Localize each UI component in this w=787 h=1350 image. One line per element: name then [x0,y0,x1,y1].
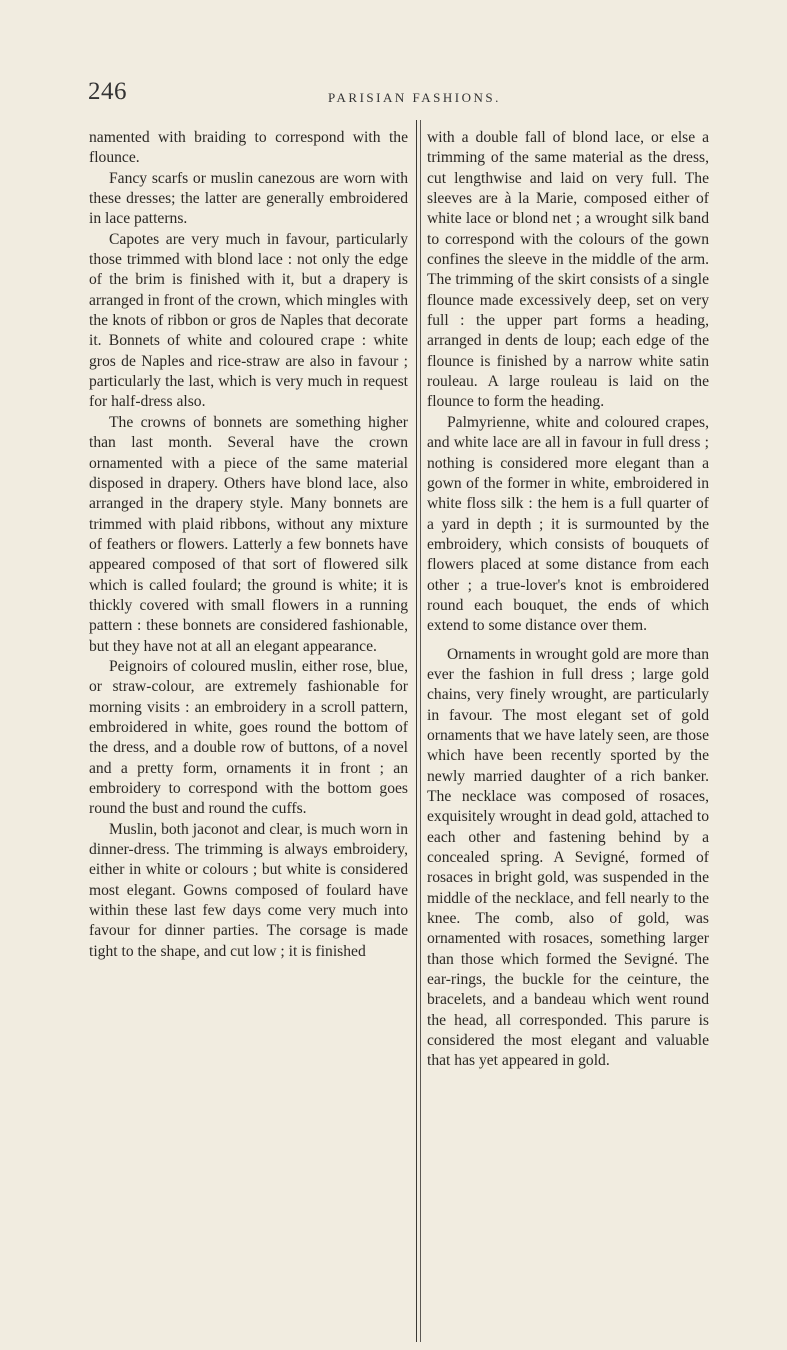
page-header [88,78,698,108]
paragraph: Peignoirs of coloured muslin, either rose, blue, or straw-colour, are extremely fashionable for morning visits : an embroidery in a scroll pattern, embroidered in white, goes round the bottom of the dress, and a double row of buttons, of a novel and a pretty form, ornaments it in front ; an embroidery to correspond with the bottom goes round the bust and round the cuffs. [89,657,408,818]
column-divider [420,120,421,1342]
paragraph: Palmyrienne, white and coloured crapes, and white lace are all in favour in full dress ; nothing is considered more elegant than a gown of the former in white, embroidered in white floss silk : the hem is a full quarter of a yard in depth ; it is surmounted by the embroidery, which consists of bouquets of flowers placed at some distance from each other ; a true-lover's knot is embroidered round each bouquet, the ends of which extend to some distance over them. [427,413,709,635]
running-head: PARISIAN FASHIONS. [328,90,501,105]
right-column [427,128,709,1072]
paragraph: Capotes are very much in favour, particularly those trimmed with blond lace : not only the edge of the brim is finished with it, but a drapery is arranged in front of the crown, which mingles with the knots of ribbon or gros de Naples that decorate it. Bonnets of white and coloured crape : white gros de Naples and rice-straw are also in favour ; particularly the last, which is very much in request for half-dress also. [89,230,408,411]
paragraph: Muslin, both jaconot and clear, is much worn in dinner-dress. The trimming is always embroidery, either in white or colours ; but white is considered most elegant. Gowns composed of foulard have within these last few days come very much into favour for dinner parties. The corsage is made tight to the shape, and cut low ; it is finished [89,820,408,960]
paragraph: namented with braiding to correspond with the flounce. [89,129,408,167]
paragraph: with a double fall of blond lace, or else a trimming of the same material as the dress, cut lengthwise and laid on very full. The sleeves are à la Marie, composed either of white lace or blond net ; a wrought silk band to correspond with the colours of the gown confines the sleeve in the middle of the arm. The trimming of the skirt consists of a single flounce made excessively deep, set on very full : the upper part forms a heading, arranged in dents de loup; each edge of the flounce is finished by a narrow white satin rouleau. A large rouleau is laid on the flounce to form the heading. [427,129,709,411]
left-column [89,128,408,962]
paragraph: The crowns of bonnets are something higher than last month. Several have the crown ornamented with a piece of the same material disposed in drapery. Others have blond lace, also arranged in the drapery style. Many bonnets are trimmed with plaid ribbons, without any mixture of feathers or flowers. Latterly a few bonnets have appeared composed of that sort of flowered silk which is called foulard; the ground is white; it is thickly covered with small flowers in a running pattern : these bonnets are considered fashionable, but they have not at all an elegant appearance. [89,413,408,655]
paragraph: Ornaments in wrought gold are more than ever the fashion in full dress ; large gold chains, very finely wrought, are particularly in favour. The most elegant set of gold ornaments that we have lately seen, are those which have been recently sported by the newly married daughter of a rich banker. The necklace was composed of rosaces, exquisitely wrought in dead gold, attached to each other and fastening behind by a concealed spring. A Sevigné, formed of rosaces in bright gold, was suspended in the middle of the necklace, and fell nearly to the knee. The comb, also of gold, was ornamented with rosaces, something larger than those which formed the Sevigné. The ear-rings, the buckle for the ceinture, the bracelets, and a bandeau which went round the head, all corresponded. This parure is considered the most elegant and valuable that has yet appeared in gold. [427,645,709,1070]
column-divider [416,120,417,1342]
paragraph: Fancy scarfs or muslin canezous are worn with these dresses; the latter are generally embroidered in lace patterns. [89,169,408,228]
page-number: 246 [88,78,127,105]
